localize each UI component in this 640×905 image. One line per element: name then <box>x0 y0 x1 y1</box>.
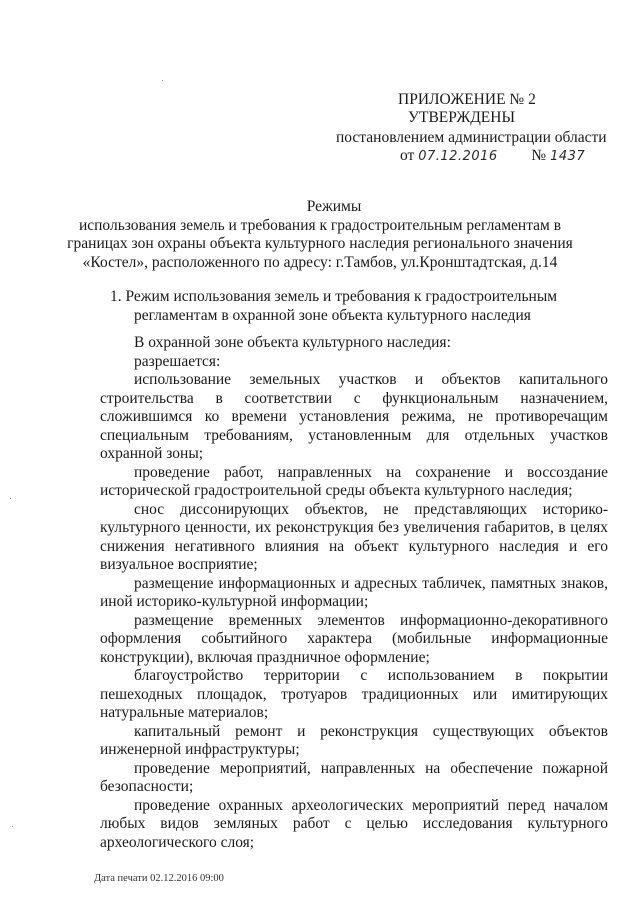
scan-speck <box>162 80 163 81</box>
title-heading: Режимы <box>306 198 362 215</box>
list-item: проведение охранных археологических мероприятий перед началом любых видов земляных работ с целью исследования культурного археологического слоя; <box>100 796 608 851</box>
list-item: благоустройство территории с использованием в покрытии пешеходных площадок, тротуаров традиционных или имитирующих натуральные материалов; <box>100 667 608 721</box>
approved-label: УТВЕРЖДЕНЫ <box>408 109 515 126</box>
resolution-label: постановлением администрации области <box>336 129 607 146</box>
intro-text: В охранной зоне объекта культурного наследия: <box>134 334 451 351</box>
date-number-line <box>400 146 585 166</box>
title-line-2: границах зон охраны объекта культурного наследия регионального значения <box>67 235 573 252</box>
section-line-1: 1. Режим использования земель и требования к градостроительным <box>110 288 558 305</box>
date-prefix: от <box>400 147 415 164</box>
list-item: проведение работ, направленных на сохранение и воссоздание исторической градостроительной среды объекта культурного наследия; <box>100 463 608 499</box>
document-body <box>100 334 608 852</box>
list-item: размещение информационных и адресных табличек, памятных знаков, иной историко-культурной информации; <box>100 574 608 610</box>
scan-speck <box>12 826 13 827</box>
list-item: размещение временных элементов информационно-декоративного оформления событийного характера (мобильные информационные конструкции), включая праздничное оформление; <box>100 611 608 666</box>
title-line-3: «Костел», расположенного по адресу: г.Тамбов, ул.Кронштадтская, д.14 <box>82 253 558 271</box>
appendix-number: ПРИЛОЖЕНИЕ № 2 <box>398 91 536 108</box>
handwritten-date: 07.12.2016 <box>418 149 498 164</box>
list-item: капитальный ремонт и реконструкция существующих объектов инженерной инфраструктуры; <box>100 722 608 758</box>
print-date-footer: Дата печати 02.12.2016 09:00 <box>94 873 224 884</box>
number-prefix: № <box>531 147 547 164</box>
handwritten-number: 1437 <box>550 149 586 164</box>
list-item: снос диссонирующих объектов, не представляющих историко-культурного ценности, их реконструкция без увеличения габаритов, в целях снижения негативного влияния на объект культурного наследия и его визуальное восприятие; <box>100 500 608 573</box>
scan-speck <box>10 498 11 499</box>
allowed-label: разрешается: <box>134 352 221 370</box>
document-title <box>0 198 640 272</box>
list-item: использование земельных участков и объектов капитального строительства в соответствии с функциональным назначением, сложившимся ко времени установления режима, не противоречащим специальным требованиям, установленным для отдельных участков охранной зоны; <box>100 371 608 462</box>
title-line-1: использования земель и требования к градостроительным регламентам в <box>78 216 562 234</box>
list-item: проведение мероприятий, направленных на обеспечение пожарной безопасности; <box>100 759 608 795</box>
section-heading <box>110 288 600 325</box>
section-line-2: регламентам в охранной зоне объекта культурного наследия <box>134 306 531 324</box>
